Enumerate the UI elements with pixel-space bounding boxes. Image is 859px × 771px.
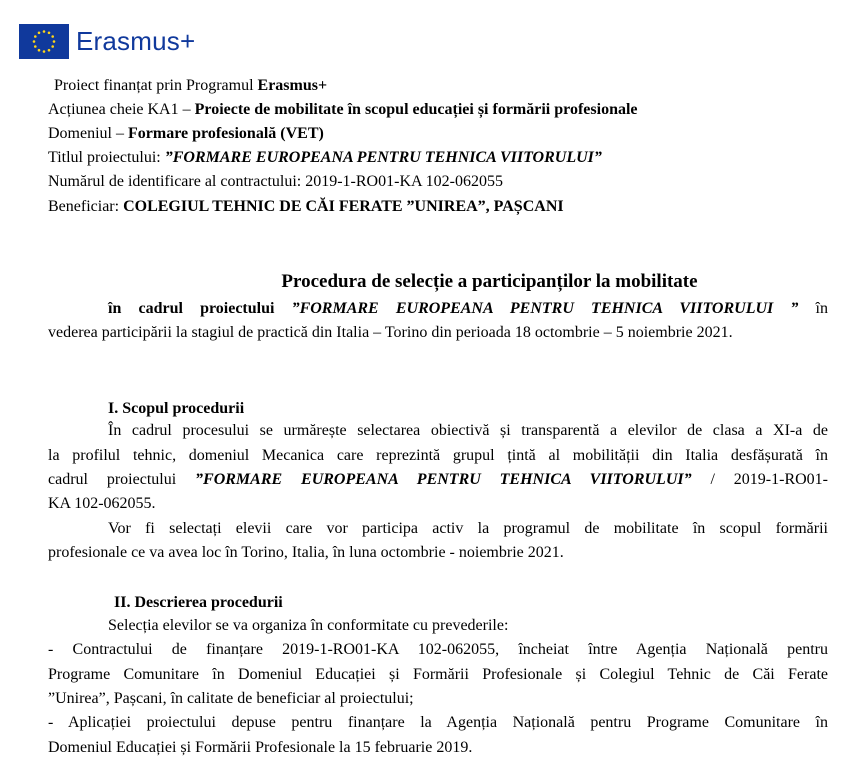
header-line-title: Titlul proiectului: ”FORMARE EUROPEANA PENTRU TEHNICA VIITORULUI” [48, 149, 602, 166]
document-title: Procedura de selecție a participanților la mobilitate [281, 271, 698, 292]
section1-p1-line1: În cadrul procesului se urmărește selectarea obiectivă și transparentă a elevilor de clasa a XI-a de [108, 422, 828, 439]
header-line-beneficiary: Beneficiar: COLEGIUL TEHNIC DE CĂI FERATE ”UNIREA”, PAȘCANI [48, 198, 564, 215]
section2-heading: II. Descrierea procedurii [114, 594, 283, 611]
section1-p2-line2: profesionale ce va avea loc în Torino, Italia, în luna octombrie - noiembrie 2021. [48, 544, 564, 561]
section1-heading: I. Scopul procedurii [108, 400, 245, 417]
section1-p1-line2: la profilul tehnic, domeniul Mecanica care reprezintă grupul țintă al mobilității din Italia desfășurată în [48, 447, 828, 464]
logo-text: Erasmus+ [76, 25, 196, 56]
erasmus-logo [19, 21, 195, 61]
eu-flag-icon [19, 24, 69, 59]
section1-p1-line3: cadrul proiectului ”FORMARE EUROPEANA PENTRU TEHNICA VIITORULUI” / 2019-1-RO01- [48, 471, 828, 488]
section1-p1-line4: KA 102-062055. [48, 495, 156, 512]
section2-bullet1-line3: ”Unirea”, Pașcani, în calitate de beneficiar al proiectului; [48, 690, 414, 707]
header-line-action: Acțiunea cheie KA1 – Proiecte de mobilitate în scopul educației și formării profesionale [48, 101, 638, 118]
header-line-contract: Numărul de identificare al contractului: 2019-1-RO01-KA 102-062055 [48, 173, 503, 190]
section2-intro: Selecția elevilor se va organiza în conformitate cu prevederile: [108, 617, 509, 634]
section1-p2-line1: Vor fi selectați elevii care vor participa activ la programul de mobilitate în scopul formării [108, 520, 828, 537]
section2-bullet1-line2: Programe Comunitare în Domeniul Educației și Formării Profesionale și Colegiul Tehnic de Căi Ferate [48, 666, 828, 683]
header-line-programme: Proiect finanțat prin Programul Erasmus+ [54, 77, 328, 94]
header-line-domain: Domeniul – Formare profesională (VET) [48, 125, 324, 142]
section2-bullet2-line1: - Aplicației proiectului depuse pentru finanțare la Agenția Națională pentru Programe Comunitare în [48, 714, 828, 731]
subtitle-line-1: în cadrul proiectului ”FORMARE EUROPEANA PENTRU TEHNICA VIITORULUI ” în [108, 300, 828, 317]
section2-bullet1-line1: - Contractului de finanțare 2019-1-RO01-KA 102-062055, încheiat între Agenția Națională pentru [48, 641, 828, 658]
subtitle-line-2: vederea participării la stagiul de practică din Italia – Torino din perioada 18 octombrie – 5 noiembrie 2021. [48, 324, 733, 341]
section2-bullet2-line2: Domeniul Educației și Formării Profesionale la 15 februarie 2019. [48, 739, 473, 756]
